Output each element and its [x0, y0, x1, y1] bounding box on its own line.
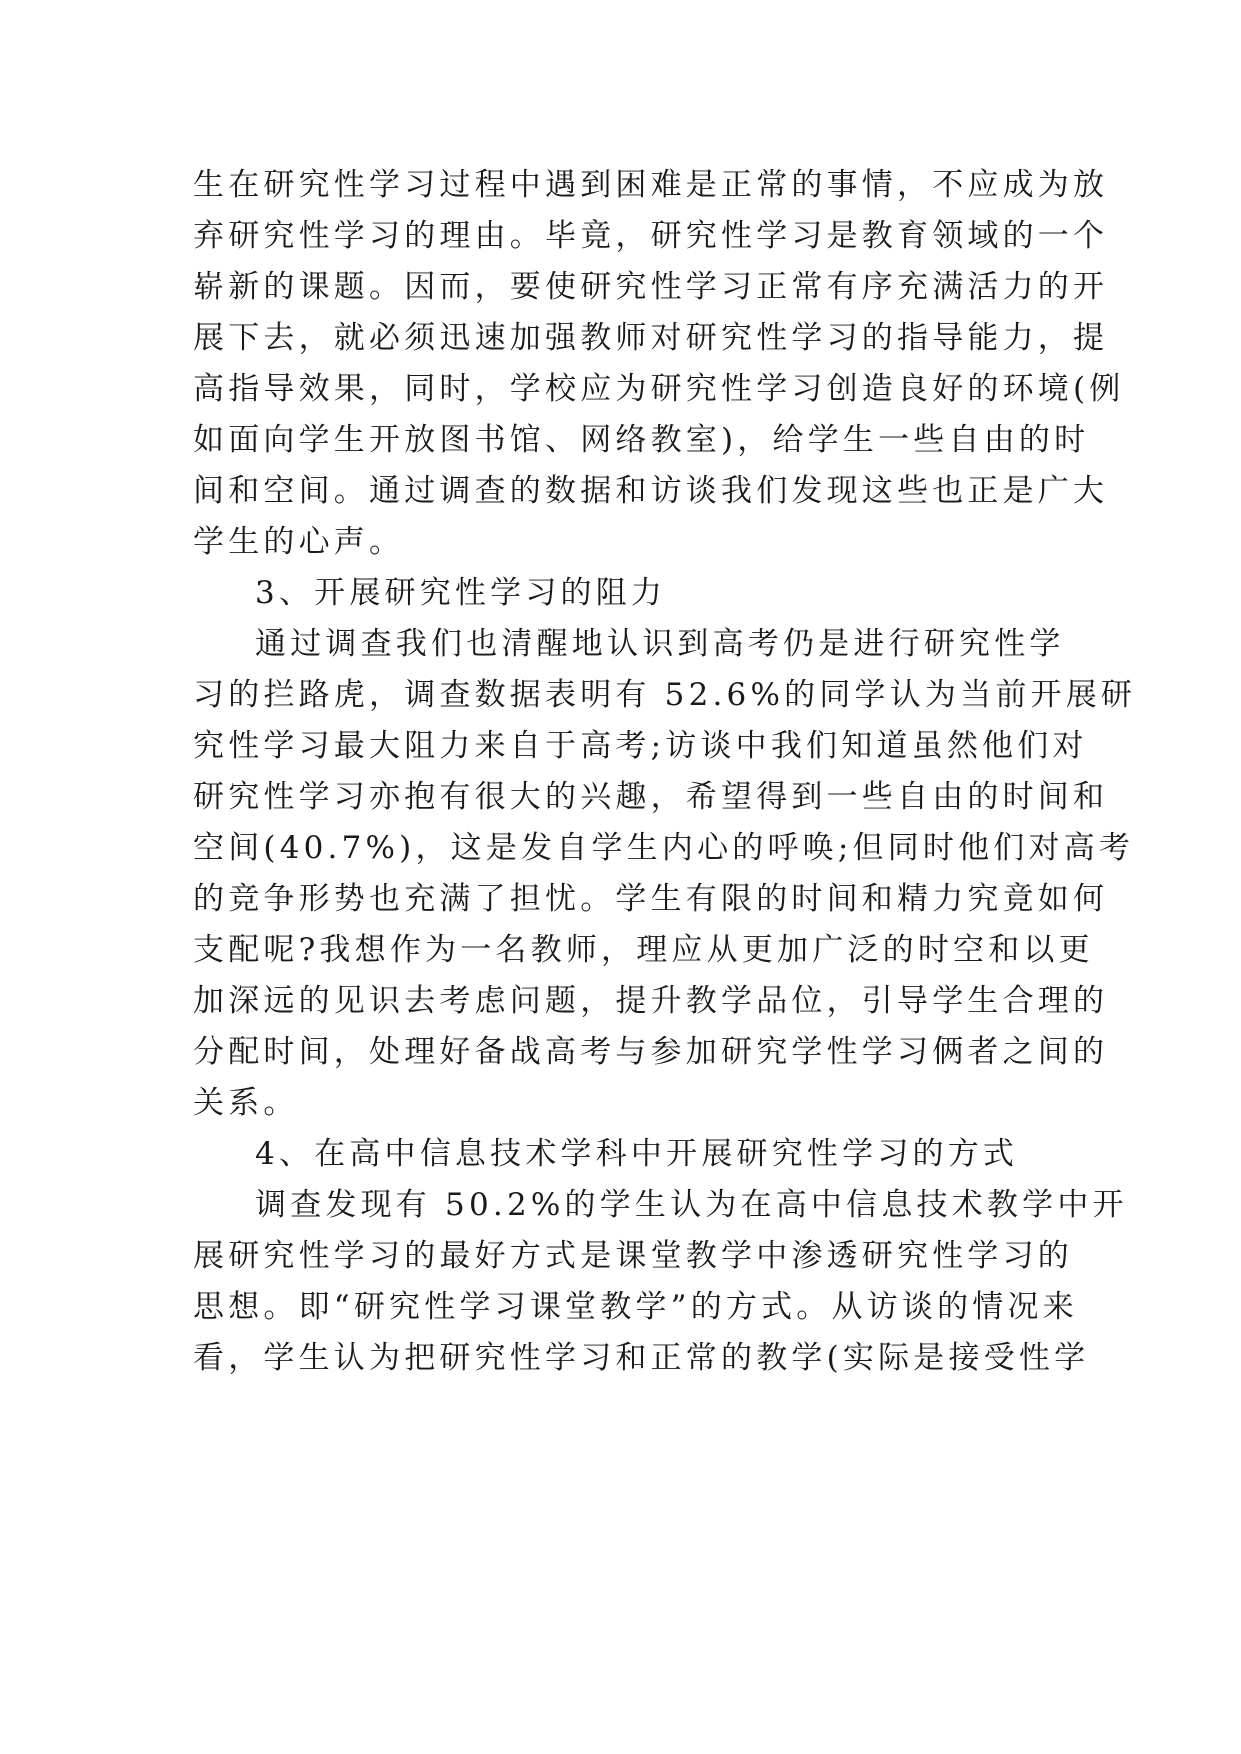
paragraph-line: 加深远的见识去考虑问题，提升教学品位，引导学生合理的 — [193, 983, 1109, 1019]
paragraph-line: 分配时间，处理好备战高考与参加研究学性学习俩者之间的 — [193, 1034, 1109, 1070]
paragraph-line: 习的拦路虎，调查数据表明有 52.6%的同学认为当前开展研 — [193, 677, 1137, 713]
paragraph-line: 看，学生认为把研究性学习和正常的教学(实际是接受性学 — [193, 1340, 1090, 1376]
section-heading: 4、在高中信息技术学科中开展研究性学习的方式 — [255, 1136, 1019, 1172]
paragraph-line: 如面向学生开放图书馆、网络教室)，给学生一些自由的时 — [193, 422, 1090, 458]
paragraph-line: 究性学习最大阻力来自于高考;访谈中我们知道虽然他们对 — [193, 728, 1088, 764]
paragraph-line: 学生的心声。 — [193, 524, 405, 560]
paragraph-line: 关系。 — [193, 1085, 299, 1121]
paragraph-line: 弃研究性学习的理由。毕竟，研究性学习是教育领域的一个 — [193, 218, 1109, 254]
paragraph-line: 通过调查我们也清醒地认识到高考仍是进行研究性学 — [255, 626, 1065, 662]
paragraph-line: 思想。即“研究性学习课堂教学”的方式。从访谈的情况来 — [193, 1289, 1078, 1325]
paragraph-line: 的竞争形势也充满了担忧。学生有限的时间和精力究竟如何 — [193, 881, 1109, 917]
paragraph-line: 展研究性学习的最好方式是课堂教学中渗透研究性学习的 — [193, 1238, 1073, 1274]
paragraph-line: 高指导效果，同时，学校应为研究性学习创造良好的环境(例 — [193, 371, 1125, 407]
paragraph-line: 展下去，就必须迅速加强教师对研究性学习的指导能力，提 — [193, 320, 1109, 356]
paragraph-line: 支配呢?我想作为一名教师，理应从更加广泛的时空和以更 — [193, 932, 1094, 968]
document-page — [193, 160, 1137, 1384]
paragraph-line: 调查发现有 50.2%的学生认为在高中信息技术教学中开 — [255, 1187, 1128, 1223]
paragraph-line: 间和空间。通过调查的数据和访谈我们发现这些也正是广大 — [193, 473, 1109, 509]
paragraph-line: 生在研究性学习过程中遇到困难是正常的事情，不应成为放 — [193, 167, 1109, 203]
section-heading: 3、开展研究性学习的阻力 — [255, 575, 667, 611]
paragraph-line: 崭新的课题。因而，要使研究性学习正常有序充满活力的开 — [193, 269, 1109, 305]
paragraph-line: 空间(40.7%)，这是发自学生内心的呼唤;但同时他们对高考 — [193, 830, 1135, 866]
paragraph-line: 研究性学习亦抱有很大的兴趣，希望得到一些自由的时间和 — [193, 779, 1109, 815]
